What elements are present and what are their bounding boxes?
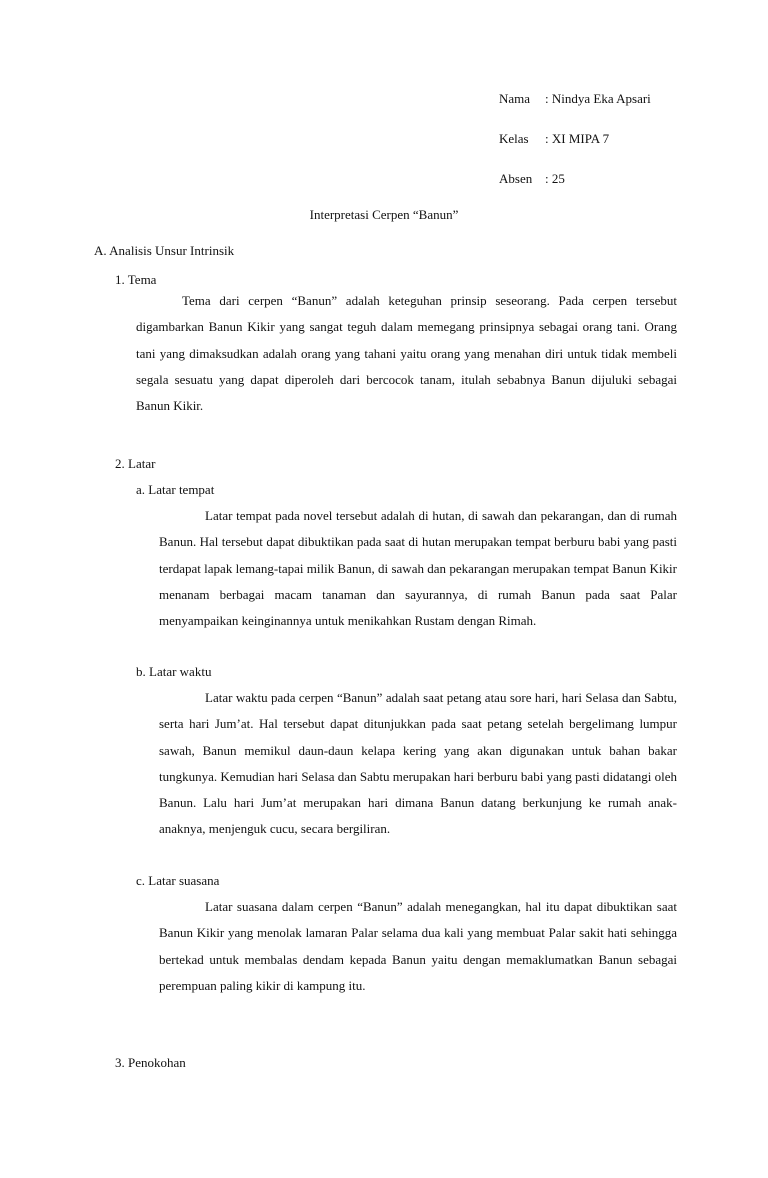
kelas-label: Kelas	[499, 131, 529, 146]
latar-tempat-text: Latar tempat pada novel tersebut adalah di hutan, di sawah dan pekarangan, dan di rumah Banun. Hal tersebut dapat dibuktikan pada saat di hutan merupakan tempat berburu babi yang pasti terdapat lapak lemang-tapai milik Banun, di sawah dan pekarangan merupakan tempat Banun Kikir menanam berbagai macam tanaman dan sayurannya, di rumah Banun pada saat Palar menyampaikan keinginannya untuk menikahkan Rustam dengan Rimah.	[159, 508, 677, 629]
tema-paragraph	[136, 288, 677, 419]
latar-tempat-heading: a. Latar tempat	[136, 482, 215, 497]
section-a-heading: A. Analisis Unsur Intrinsik	[94, 243, 235, 258]
meta-absen	[499, 171, 565, 187]
latar-suasana-heading: c. Latar suasana	[136, 873, 220, 888]
latar-waktu-text: Latar waktu pada cerpen “Banun” adalah saat petang atau sore hari, hari Selasa dan Sabtu, serta hari Jum’at. Hal tersebut dapat ditunjukkan pada saat petang setelah bergelimang lumpur sawah, Banun memikul daun-daun kelapa kering yang akan digunakan untuk bahan bakar tungkunya. Kemudian hari Selasa dan Sabtu merupakan hari berburu babi yang pasti didatangi oleh Banun. Lalu hari Jum’at merupakan hari dimana Banun datang berkunjung ke rumah anak-anaknya, menjenguk cucu, secara bergiliran.	[159, 690, 677, 837]
absen-value: : 25	[545, 171, 565, 186]
latar-tempat-paragraph	[159, 503, 677, 634]
latar-suasana-text: Latar suasana dalam cerpen “Banun” adalah menegangkan, hal itu dapat dibuktikan saat Banun Kikir yang menolak lamaran Palar selama dua kali yang membuat Palar sakit hati sehingga bertekad untuk membalas dendam kepada Banun yaitu dengan memaklumatkan Banun sebagai perempuan paling kikir di kampung itu.	[159, 899, 677, 993]
tema-text: Tema dari cerpen “Banun” adalah keteguhan prinsip seseorang. Pada cerpen tersebut digambarkan Banun Kikir yang sangat teguh dalam memegang prinsipnya sebagai orang tani. Orang tani yang dimaksudkan adalah orang yang tahani yaitu orang yang menahan diri untuk tidak membeli segala sesuatu yang dapat diperoleh dari bercocok tanam, itulah sebabnya Banun dijuluki sebagai Banun Kikir.	[136, 293, 677, 414]
penokohan-heading: 3. Penokohan	[115, 1055, 186, 1070]
meta-nama	[499, 91, 651, 107]
latar-waktu-heading: b. Latar waktu	[136, 664, 212, 679]
latar-heading: 2. Latar	[115, 456, 156, 471]
nama-label: Nama	[499, 91, 531, 106]
latar-waktu-paragraph	[159, 685, 677, 843]
nama-value: : Nindya Eka Apsari	[545, 91, 651, 106]
tema-heading: 1. Tema	[115, 272, 157, 287]
document-title: Interpretasi Cerpen “Banun”	[309, 207, 459, 222]
latar-suasana-paragraph	[159, 894, 677, 999]
absen-label: Absen	[499, 171, 533, 186]
kelas-value: : XI MIPA 7	[545, 131, 610, 146]
meta-kelas	[499, 131, 609, 147]
